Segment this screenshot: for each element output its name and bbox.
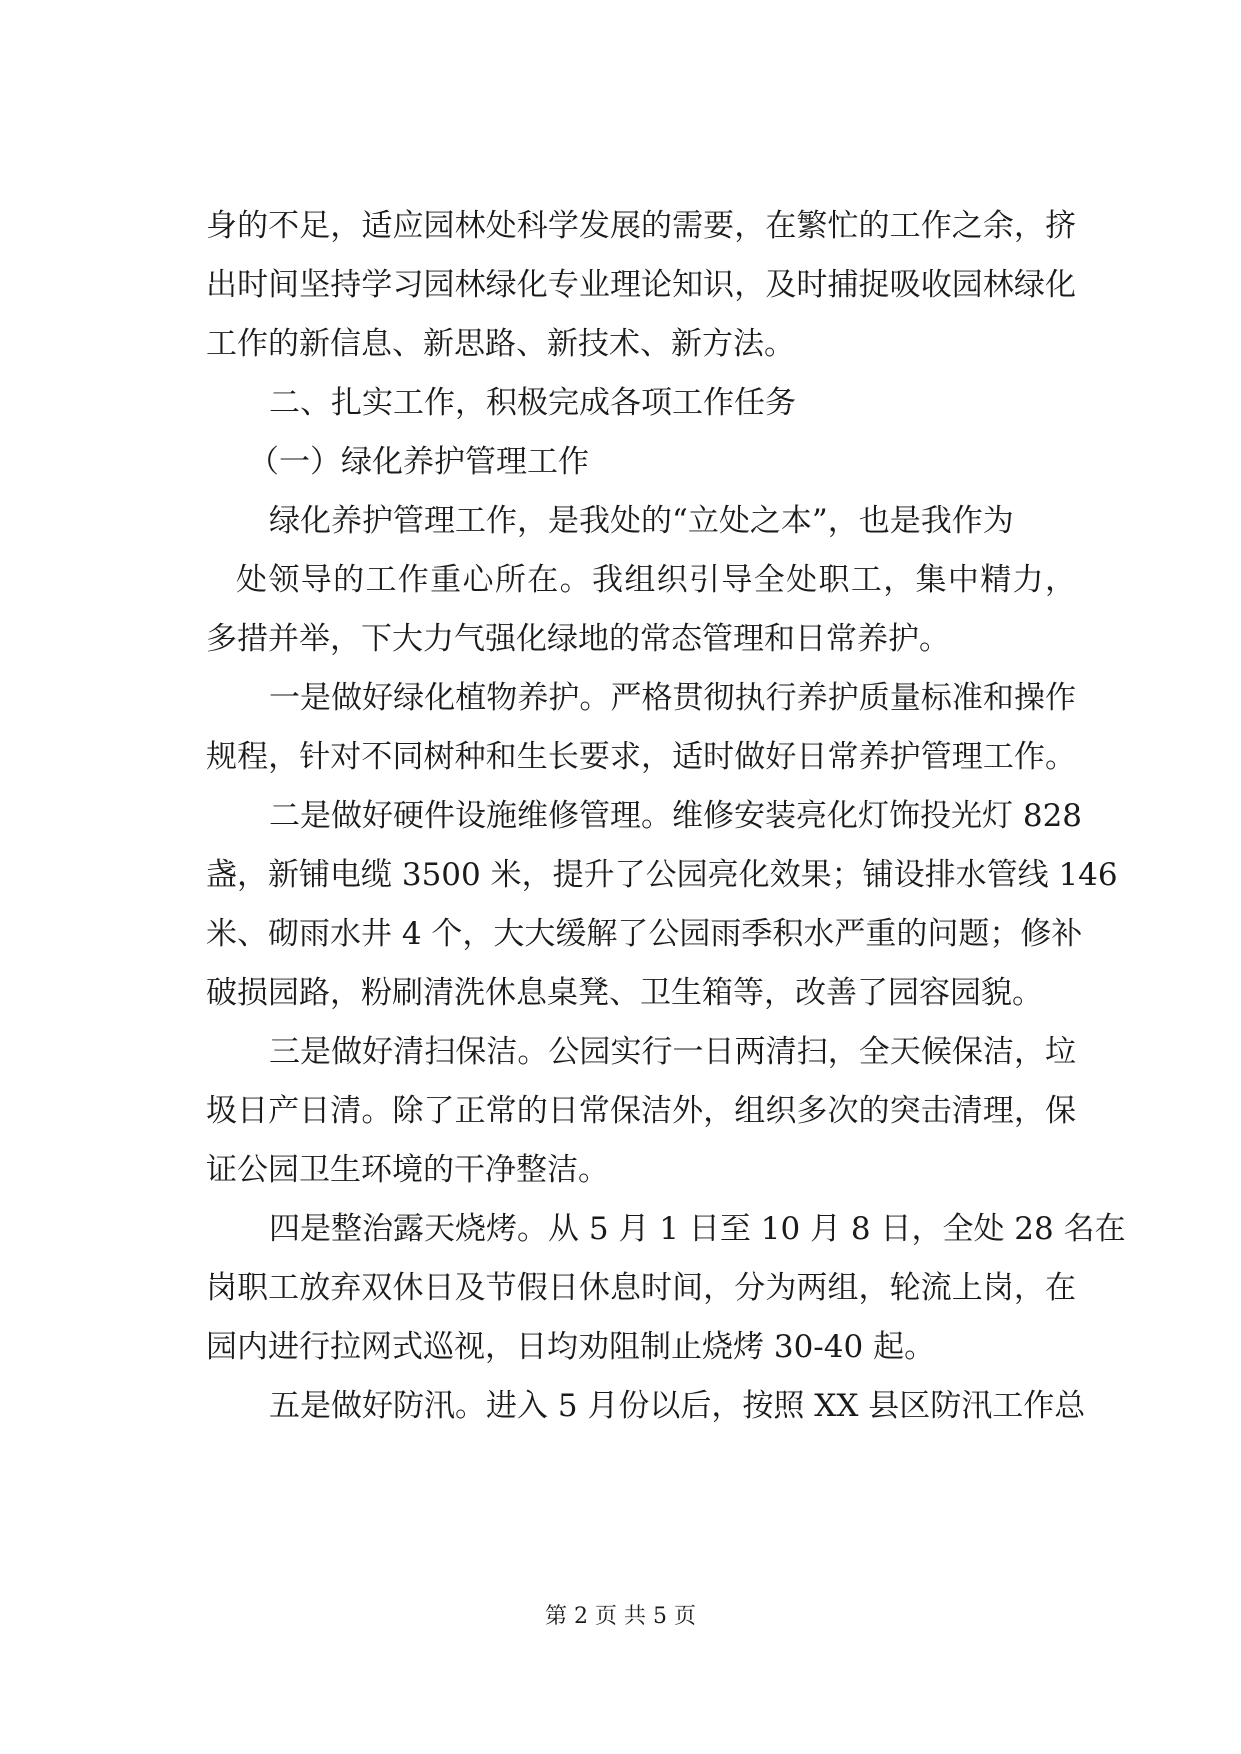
text-line-content: 证公园卫生环境的干净整洁。 — [206, 1152, 609, 1188]
text-line — [0, 203, 1241, 249]
text-line-content: 出时间坚持学习园林绿化专业理论知识，及时捕捉吸收园林绿化 — [206, 267, 1076, 303]
text-line-content: 处领导的工作重心所在。我组织引导全处职工，集中精力， — [236, 562, 1076, 598]
subsection-heading-text: （一）绿化养护管理工作 — [248, 444, 589, 480]
text-line — [0, 911, 1241, 957]
text-line — [0, 1265, 1241, 1311]
text-line — [0, 852, 1241, 898]
text-line — [0, 262, 1241, 308]
section-heading — [0, 380, 1241, 426]
text-line-content: 园内进行拉网式巡视，日均劝阻制止烧烤 30-40 起。 — [206, 1329, 936, 1365]
text-line — [0, 498, 1241, 544]
text-line — [0, 321, 1241, 367]
subsection-heading — [0, 439, 1241, 485]
text-line-content: 四是整治露天烧烤。从 5 月 1 日至 10 月 8 日，全处 28 名在 — [269, 1211, 1126, 1247]
section-heading-text: 二、扎实工作，积极完成各项工作任务 — [269, 385, 796, 421]
text-line-content: 盏，新铺电缆 3500 米，提升了公园亮化效果；铺设排水管线 146 — [206, 857, 1118, 893]
text-line-content: 破损园路，粉刷清洗休息桌凳、卫生箱等，改善了园容园貌。 — [206, 975, 1043, 1011]
text-line — [0, 970, 1241, 1016]
text-line — [0, 616, 1241, 662]
text-line-content: 三是做好清扫保洁。公园实行一日两清扫，全天候保洁，垃 — [269, 1034, 1076, 1070]
text-line-content: 五是做好防汛。进入 5 月份以后，按照 XX 县区防汛工作总 — [269, 1388, 1086, 1424]
text-line — [0, 1324, 1241, 1370]
text-line — [0, 1383, 1241, 1429]
text-line-content: 多措并举，下大力气强化绿地的常态管理和日常养护。 — [206, 621, 950, 657]
text-line-content: 规程，针对不同树种和生长要求，适时做好日常养护管理工作。 — [206, 739, 1076, 775]
text-line-content: 一是做好绿化植物养护。严格贯彻执行养护质量标准和操作 — [269, 680, 1076, 716]
text-line — [0, 675, 1241, 721]
text-line — [0, 1029, 1241, 1075]
text-line-content: 二是做好硬件设施维修管理。维修安装亮化灯饰投光灯 828 — [269, 798, 1083, 834]
text-line — [0, 1147, 1241, 1193]
text-line-content: 圾日产日清。除了正常的日常保洁外，组织多次的突击清理，保 — [206, 1093, 1076, 1129]
text-line — [0, 1088, 1241, 1134]
text-line — [0, 793, 1241, 839]
text-line-content: 米、砌雨水井 4 个，大大缓解了公园雨季积水严重的问题；修补 — [206, 916, 1083, 952]
page-number-footer: 第 2 页 共 5 页 — [545, 1604, 696, 1629]
text-line — [0, 734, 1241, 780]
text-line-content: 岗职工放弃双休日及节假日休息时间，分为两组，轮流上岗，在 — [206, 1270, 1076, 1306]
text-line — [0, 557, 1241, 603]
text-line-content: 身的不足，适应园林处科学发展的需要，在繁忙的工作之余，挤 — [206, 208, 1076, 244]
text-line — [0, 1206, 1241, 1252]
text-line-content: 绿化养护管理工作，是我处的“立处之本”，也是我作为 — [269, 503, 1014, 539]
text-line-content: 工作的新信息、新思路、新技术、新方法。 — [206, 326, 795, 362]
